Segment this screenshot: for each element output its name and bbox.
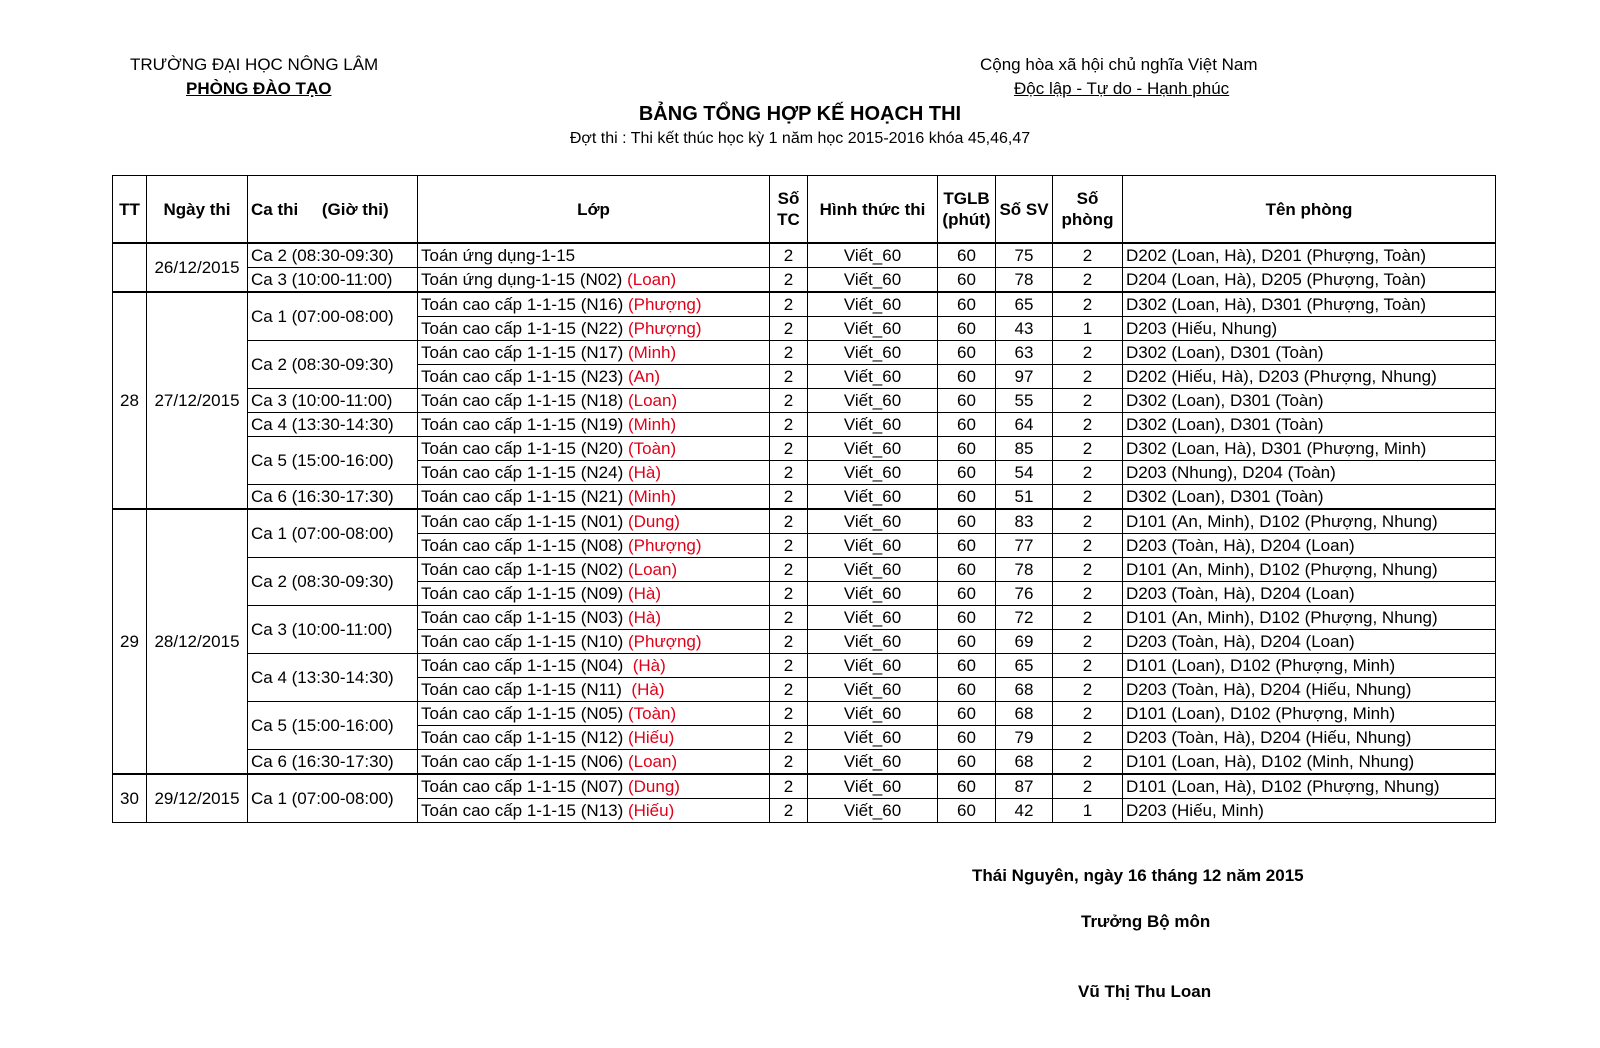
cell-room-count: 1 [1053, 317, 1123, 341]
cell-credits: 2 [770, 317, 808, 341]
teacher-name: (Minh) [627, 415, 677, 434]
table-row [113, 774, 1496, 799]
cell-date: 28/12/2015 [147, 509, 248, 774]
cell-room-count: 2 [1053, 413, 1123, 437]
cell-room-count: 2 [1053, 558, 1123, 582]
cell-room-count: 2 [1053, 243, 1123, 268]
class-name: Toán cao cấp 1-1-15 (N16) [421, 295, 624, 314]
cell-duration: 60 [938, 292, 996, 317]
cell-students: 69 [996, 630, 1053, 654]
cell-duration: 60 [938, 509, 996, 534]
cell-class [418, 461, 770, 485]
cell-students: 51 [996, 485, 1053, 510]
cell-students: 72 [996, 606, 1053, 630]
cell-students: 68 [996, 750, 1053, 775]
cell-exam-form: Viết_60 [808, 702, 938, 726]
cell-class [418, 774, 770, 799]
col-header-class: Lớp [418, 176, 770, 244]
cell-credits: 2 [770, 292, 808, 317]
cell-class [418, 726, 770, 750]
cell-shift: Ca 4 (13:30-14:30) [248, 413, 418, 437]
cell-class [418, 678, 770, 702]
teacher-name: (Dung) [627, 512, 680, 531]
cell-students: 68 [996, 678, 1053, 702]
cell-rooms: D302 (Loan, Hà), D301 (Phượng, Minh) [1123, 437, 1496, 461]
cell-rooms: D203 (Toàn, Hà), D204 (Loan) [1123, 582, 1496, 606]
cell-duration: 60 [938, 678, 996, 702]
table-row [113, 558, 1496, 582]
class-name: Toán cao cấp 1-1-15 (N04) [421, 656, 624, 675]
cell-credits: 2 [770, 702, 808, 726]
teacher-name: (Minh) [627, 343, 677, 362]
teacher-name: (Loan) [627, 391, 678, 410]
class-name: Toán cao cấp 1-1-15 (N08) [421, 536, 624, 555]
class-name: Toán cao cấp 1-1-15 (N05) [421, 704, 624, 723]
cell-exam-form: Viết_60 [808, 678, 938, 702]
cell-exam-form: Viết_60 [808, 799, 938, 823]
teacher-name: (Hà) [627, 656, 666, 675]
cell-duration: 60 [938, 630, 996, 654]
cell-shift: Ca 5 (15:00-16:00) [248, 702, 418, 750]
cell-exam-form: Viết_60 [808, 509, 938, 534]
cell-exam-form: Viết_60 [808, 654, 938, 678]
class-name: Toán ứng dụng-1-15 [421, 246, 576, 265]
cell-duration: 60 [938, 389, 996, 413]
col-header-duration: TGLB (phút) [938, 176, 996, 244]
cell-exam-form: Viết_60 [808, 365, 938, 389]
cell-exam-form: Viết_60 [808, 485, 938, 510]
class-name: Toán cao cấp 1-1-15 (N03) [421, 608, 624, 627]
table-row [113, 654, 1496, 678]
cell-duration: 60 [938, 750, 996, 775]
cell-tt: 29 [113, 509, 147, 774]
cell-rooms: D204 (Loan, Hà), D205 (Phượng, Toàn) [1123, 268, 1496, 293]
cell-class [418, 582, 770, 606]
cell-credits: 2 [770, 485, 808, 510]
cell-rooms: D203 (Toàn, Hà), D204 (Hiếu, Nhung) [1123, 726, 1496, 750]
cell-tt: 28 [113, 292, 147, 509]
cell-credits: 2 [770, 678, 808, 702]
cell-duration: 60 [938, 317, 996, 341]
cell-shift: Ca 5 (15:00-16:00) [248, 437, 418, 485]
cell-students: 78 [996, 268, 1053, 293]
col-header-students: Số SV [996, 176, 1053, 244]
teacher-name: (Phượng) [627, 295, 702, 314]
teacher-name: (Phượng) [627, 632, 702, 651]
table-row [113, 509, 1496, 534]
cell-class [418, 292, 770, 317]
cell-duration: 60 [938, 341, 996, 365]
teacher-name: (Hà) [627, 608, 662, 627]
class-name: Toán ứng dụng-1-15 (N02) [421, 270, 623, 289]
cell-room-count: 2 [1053, 750, 1123, 775]
cell-shift: Ca 1 (07:00-08:00) [248, 509, 418, 558]
cell-rooms: D202 (Loan, Hà), D201 (Phượng, Toàn) [1123, 243, 1496, 268]
cell-shift: Ca 1 (07:00-08:00) [248, 292, 418, 341]
cell-exam-form: Viết_60 [808, 558, 938, 582]
cell-room-count: 1 [1053, 799, 1123, 823]
col-header-rooms: Tên phòng [1123, 176, 1496, 244]
cell-credits: 2 [770, 654, 808, 678]
cell-shift: Ca 3 (10:00-11:00) [248, 389, 418, 413]
cell-students: 83 [996, 509, 1053, 534]
cell-shift: Ca 2 (08:30-09:30) [248, 243, 418, 268]
teacher-name: (Dung) [627, 777, 680, 796]
document-title: BẢNG TỔNG HỢP KẾ HOẠCH THI [638, 103, 962, 125]
cell-shift: Ca 6 (16:30-17:30) [248, 750, 418, 775]
cell-rooms: D101 (An, Minh), D102 (Phượng, Nhung) [1123, 509, 1496, 534]
cell-class [418, 606, 770, 630]
cell-class [418, 413, 770, 437]
cell-credits: 2 [770, 774, 808, 799]
cell-duration: 60 [938, 365, 996, 389]
class-name: Toán cao cấp 1-1-15 (N02) [421, 560, 624, 579]
cell-class [418, 341, 770, 365]
cell-room-count: 2 [1053, 341, 1123, 365]
cell-room-count: 2 [1053, 292, 1123, 317]
department-name: PHÒNG ĐÀO TẠO [186, 79, 332, 98]
class-name: Toán cao cấp 1-1-15 (N23) [421, 367, 624, 386]
cell-room-count: 2 [1053, 509, 1123, 534]
cell-class [418, 365, 770, 389]
cell-class [418, 534, 770, 558]
teacher-name: (Loan) [627, 560, 678, 579]
cell-rooms: D101 (Loan), D102 (Phượng, Minh) [1123, 654, 1496, 678]
exam-plan-table [112, 175, 1496, 823]
cell-rooms: D203 (Toàn, Hà), D204 (Loan) [1123, 630, 1496, 654]
table-row [113, 702, 1496, 726]
cell-exam-form: Viết_60 [808, 461, 938, 485]
cell-credits: 2 [770, 534, 808, 558]
signature-place-date: Thái Nguyên, ngày 16 tháng 12 năm 2015 [972, 866, 1304, 885]
cell-exam-form: Viết_60 [808, 774, 938, 799]
cell-shift: Ca 2 (08:30-09:30) [248, 558, 418, 606]
class-name: Toán cao cấp 1-1-15 (N01) [421, 512, 624, 531]
class-name: Toán cao cấp 1-1-15 (N24) [421, 463, 624, 482]
cell-rooms: D302 (Loan), D301 (Toàn) [1123, 389, 1496, 413]
cell-students: 76 [996, 582, 1053, 606]
col-header-credits: Số TC [770, 176, 808, 244]
cell-duration: 60 [938, 702, 996, 726]
class-name: Toán cao cấp 1-1-15 (N12) [421, 728, 624, 747]
cell-credits: 2 [770, 365, 808, 389]
cell-class [418, 389, 770, 413]
cell-room-count: 2 [1053, 582, 1123, 606]
cell-students: 43 [996, 317, 1053, 341]
cell-class [418, 268, 770, 293]
cell-students: 87 [996, 774, 1053, 799]
cell-room-count: 2 [1053, 461, 1123, 485]
cell-class [418, 750, 770, 775]
cell-exam-form: Viết_60 [808, 534, 938, 558]
cell-credits: 2 [770, 413, 808, 437]
table-row [113, 292, 1496, 317]
cell-class [418, 654, 770, 678]
cell-duration: 60 [938, 485, 996, 510]
national-title: Cộng hòa xã hội chủ nghĩa Việt Nam [980, 55, 1258, 74]
class-name: Toán cao cấp 1-1-15 (N09) [421, 584, 624, 603]
table-row [113, 413, 1496, 437]
cell-room-count: 2 [1053, 678, 1123, 702]
cell-room-count: 2 [1053, 365, 1123, 389]
cell-rooms: D101 (An, Minh), D102 (Phượng, Nhung) [1123, 606, 1496, 630]
class-name: Toán cao cấp 1-1-15 (N07) [421, 777, 624, 796]
cell-credits: 2 [770, 389, 808, 413]
teacher-name: (Hà) [627, 584, 662, 603]
cell-date: 26/12/2015 [147, 243, 248, 292]
cell-duration: 60 [938, 799, 996, 823]
cell-credits: 2 [770, 799, 808, 823]
cell-rooms: D101 (Loan, Hà), D102 (Phượng, Nhung) [1123, 774, 1496, 799]
cell-rooms: D203 (Hiếu, Minh) [1123, 799, 1496, 823]
cell-exam-form: Viết_60 [808, 437, 938, 461]
cell-credits: 2 [770, 726, 808, 750]
cell-duration: 60 [938, 437, 996, 461]
cell-credits: 2 [770, 437, 808, 461]
cell-rooms: D101 (An, Minh), D102 (Phượng, Nhung) [1123, 558, 1496, 582]
cell-tt [113, 243, 147, 292]
table-header-row [113, 176, 1496, 244]
national-motto: Độc lập - Tự do - Hạnh phúc [1014, 79, 1230, 98]
cell-class [418, 485, 770, 510]
cell-class [418, 317, 770, 341]
cell-class [418, 558, 770, 582]
cell-duration: 60 [938, 774, 996, 799]
class-name: Toán cao cấp 1-1-15 (N06) [421, 752, 624, 771]
cell-room-count: 2 [1053, 534, 1123, 558]
cell-rooms: D101 (Loan), D102 (Phượng, Minh) [1123, 702, 1496, 726]
university-name: TRƯỜNG ĐẠI HỌC NÔNG LÂM [130, 55, 379, 74]
cell-students: 85 [996, 437, 1053, 461]
cell-class [418, 702, 770, 726]
cell-credits: 2 [770, 341, 808, 365]
cell-duration: 60 [938, 726, 996, 750]
teacher-name: (Hà) [627, 463, 662, 482]
cell-exam-form: Viết_60 [808, 413, 938, 437]
teacher-name: (Phượng) [627, 319, 702, 338]
cell-class [418, 509, 770, 534]
cell-date: 29/12/2015 [147, 774, 248, 823]
cell-class [418, 243, 770, 268]
cell-students: 64 [996, 413, 1053, 437]
cell-exam-form: Viết_60 [808, 341, 938, 365]
cell-duration: 60 [938, 461, 996, 485]
cell-duration: 60 [938, 534, 996, 558]
cell-duration: 60 [938, 243, 996, 268]
cell-rooms: D101 (Loan, Hà), D102 (Minh, Nhung) [1123, 750, 1496, 775]
cell-exam-form: Viết_60 [808, 750, 938, 775]
cell-shift: Ca 2 (08:30-09:30) [248, 341, 418, 389]
cell-rooms: D302 (Loan, Hà), D301 (Phượng, Toàn) [1123, 292, 1496, 317]
class-name: Toán cao cấp 1-1-15 (N11) [421, 680, 622, 699]
cell-rooms: D203 (Hiếu, Nhung) [1123, 317, 1496, 341]
table-row [113, 437, 1496, 461]
class-name: Toán cao cấp 1-1-15 (N22) [421, 319, 624, 338]
class-name: Toán cao cấp 1-1-15 (N21) [421, 487, 624, 506]
table-row [113, 485, 1496, 510]
cell-rooms: D203 (Nhung), D204 (Toàn) [1123, 461, 1496, 485]
teacher-name: (Hà) [626, 680, 665, 699]
cell-duration: 60 [938, 654, 996, 678]
teacher-name: (Hiếu) [627, 728, 675, 747]
cell-duration: 60 [938, 558, 996, 582]
cell-room-count: 2 [1053, 630, 1123, 654]
cell-exam-form: Viết_60 [808, 389, 938, 413]
teacher-name: (Loan) [627, 270, 677, 289]
cell-students: 63 [996, 341, 1053, 365]
cell-rooms: D203 (Toàn, Hà), D204 (Loan) [1123, 534, 1496, 558]
cell-credits: 2 [770, 461, 808, 485]
cell-exam-form: Viết_60 [808, 268, 938, 293]
cell-rooms: D302 (Loan), D301 (Toàn) [1123, 341, 1496, 365]
cell-room-count: 2 [1053, 389, 1123, 413]
table-row [113, 268, 1496, 293]
cell-room-count: 2 [1053, 726, 1123, 750]
cell-room-count: 2 [1053, 606, 1123, 630]
cell-students: 68 [996, 702, 1053, 726]
cell-class [418, 799, 770, 823]
table-row [113, 341, 1496, 365]
col-header-shift: Ca thi (Giờ thi) [248, 176, 418, 244]
cell-rooms: D302 (Loan), D301 (Toàn) [1123, 485, 1496, 510]
cell-exam-form: Viết_60 [808, 243, 938, 268]
cell-room-count: 2 [1053, 268, 1123, 293]
cell-exam-form: Viết_60 [808, 292, 938, 317]
cell-shift: Ca 3 (10:00-11:00) [248, 268, 418, 293]
cell-date: 27/12/2015 [147, 292, 248, 509]
teacher-name: (Phượng) [627, 536, 702, 555]
col-header-date: Ngày thi [147, 176, 248, 244]
cell-students: 65 [996, 292, 1053, 317]
cell-credits: 2 [770, 582, 808, 606]
cell-exam-form: Viết_60 [808, 582, 938, 606]
cell-exam-form: Viết_60 [808, 630, 938, 654]
cell-shift: Ca 3 (10:00-11:00) [248, 606, 418, 654]
col-header-exam-form: Hình thức thi [808, 176, 938, 244]
cell-rooms: D202 (Hiếu, Hà), D203 (Phượng, Nhung) [1123, 365, 1496, 389]
cell-rooms: D203 (Toàn, Hà), D204 (Hiếu, Nhung) [1123, 678, 1496, 702]
table-body [113, 243, 1496, 823]
cell-students: 55 [996, 389, 1053, 413]
cell-shift: Ca 1 (07:00-08:00) [248, 774, 418, 823]
teacher-name: (Loan) [627, 752, 678, 771]
cell-credits: 2 [770, 630, 808, 654]
col-header-room-count: Số phòng [1053, 176, 1123, 244]
teacher-name: (Toàn) [627, 704, 677, 723]
table-row [113, 389, 1496, 413]
cell-exam-form: Viết_60 [808, 606, 938, 630]
teacher-name: (An) [627, 367, 661, 386]
cell-room-count: 2 [1053, 485, 1123, 510]
table-row [113, 243, 1496, 268]
cell-room-count: 2 [1053, 702, 1123, 726]
cell-students: 75 [996, 243, 1053, 268]
cell-credits: 2 [770, 606, 808, 630]
cell-students: 77 [996, 534, 1053, 558]
class-name: Toán cao cấp 1-1-15 (N13) [421, 801, 624, 820]
cell-tt: 30 [113, 774, 147, 823]
cell-exam-form: Viết_60 [808, 726, 938, 750]
cell-credits: 2 [770, 509, 808, 534]
class-name: Toán cao cấp 1-1-15 (N19) [421, 415, 624, 434]
cell-students: 42 [996, 799, 1053, 823]
teacher-name: (Minh) [627, 487, 677, 506]
cell-room-count: 2 [1053, 774, 1123, 799]
col-header-tt: TT [113, 176, 147, 244]
cell-shift: Ca 4 (13:30-14:30) [248, 654, 418, 702]
cell-students: 97 [996, 365, 1053, 389]
cell-credits: 2 [770, 268, 808, 293]
cell-rooms: D302 (Loan), D301 (Toàn) [1123, 413, 1496, 437]
cell-duration: 60 [938, 582, 996, 606]
signature-name: Vũ Thị Thu Loan [1078, 982, 1212, 1001]
cell-duration: 60 [938, 606, 996, 630]
class-name: Toán cao cấp 1-1-15 (N17) [421, 343, 624, 362]
signature-role: Trưởng Bộ môn [1081, 912, 1211, 931]
cell-students: 54 [996, 461, 1053, 485]
cell-shift: Ca 6 (16:30-17:30) [248, 485, 418, 510]
cell-credits: 2 [770, 243, 808, 268]
table-row [113, 606, 1496, 630]
cell-room-count: 2 [1053, 437, 1123, 461]
cell-room-count: 2 [1053, 654, 1123, 678]
cell-duration: 60 [938, 413, 996, 437]
cell-class [418, 437, 770, 461]
cell-students: 79 [996, 726, 1053, 750]
cell-duration: 60 [938, 268, 996, 293]
table-row [113, 750, 1496, 775]
document-subtitle: Đợt thi : Thi kết thúc học kỳ 1 năm học 2015-2016 khóa 45,46,47 [569, 130, 1031, 147]
class-name: Toán cao cấp 1-1-15 (N20) [421, 439, 624, 458]
cell-credits: 2 [770, 558, 808, 582]
cell-students: 78 [996, 558, 1053, 582]
class-name: Toán cao cấp 1-1-15 (N10) [421, 632, 624, 651]
cell-exam-form: Viết_60 [808, 317, 938, 341]
cell-students: 65 [996, 654, 1053, 678]
teacher-name: (Hiếu) [627, 801, 675, 820]
cell-class [418, 630, 770, 654]
teacher-name: (Toàn) [627, 439, 677, 458]
cell-credits: 2 [770, 750, 808, 775]
class-name: Toán cao cấp 1-1-15 (N18) [421, 391, 624, 410]
